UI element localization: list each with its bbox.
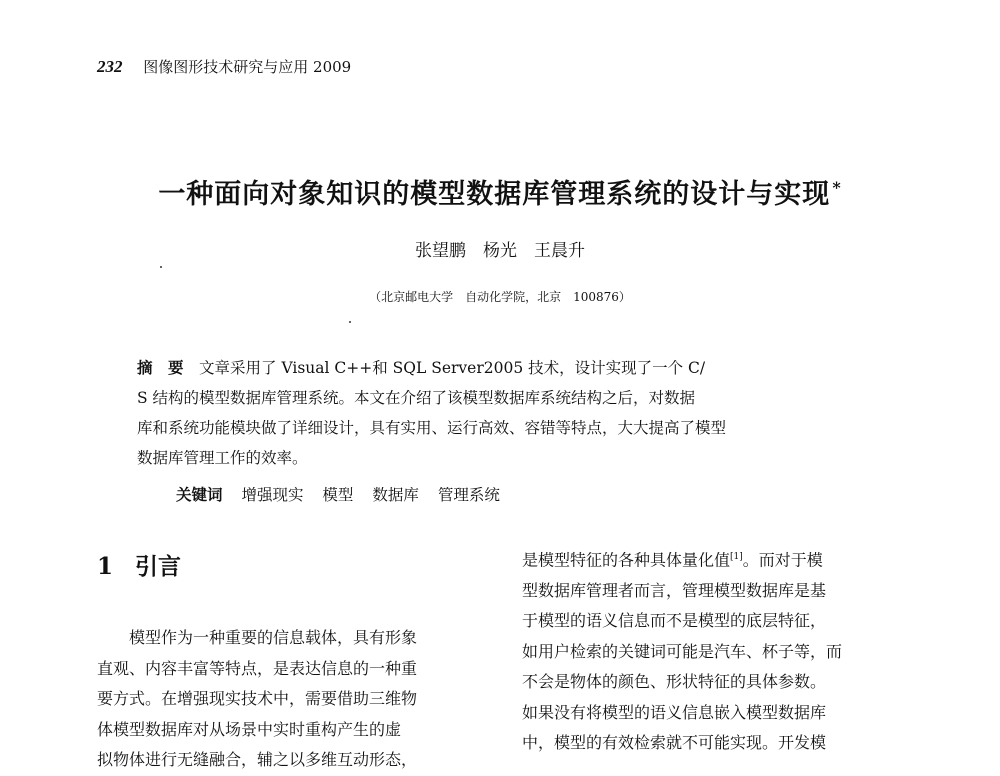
abstract-line: S 结构的模型数据库管理系统。本文在介绍了该模型数据库系统结构之后，对数据 — [137, 389, 696, 407]
body-line: 中，模型的有效检索就不可能实现。开发模 — [522, 733, 827, 753]
section-number: 1 — [97, 553, 114, 580]
title-text: 一种面向对象知识的模型数据库管理系统的设计与实现 — [158, 179, 831, 210]
right-column — [522, 542, 907, 759]
body-line: 模型作为一种重要的信息载体，具有形象 — [129, 628, 418, 647]
section-heading — [97, 548, 181, 581]
keywords — [176, 483, 500, 505]
authors: 张望鹏 杨光 王晨升 — [415, 241, 585, 261]
abstract-line — [137, 353, 867, 383]
running-head — [97, 56, 351, 77]
body-line: 于模型的语义信息而不是模型的底层特征， — [522, 611, 827, 631]
keyword: 模型 — [322, 486, 354, 504]
body-line: 体模型数据库对从场景中实时重构产生的虚 — [97, 719, 402, 739]
paper-title — [0, 172, 1000, 211]
abstract — [137, 353, 867, 473]
keyword: 管理系统 — [437, 486, 500, 504]
scan-speck — [160, 266, 162, 268]
affiliation: （北京邮电大学 自动化学院，北京 100876） — [369, 290, 631, 304]
body-text: 是模型特征的各种具体量化值 — [522, 550, 731, 570]
body-text: 。而对于模 — [742, 550, 823, 570]
body-line: 直观、内容丰富等特点，是表达信息的一种重 — [97, 658, 418, 678]
journal-name: 图像图形技术研究与应用 2009 — [143, 58, 352, 76]
body-line: 如用户检索的关键词可能是汽车、杯子等，而 — [522, 641, 843, 661]
left-column — [97, 623, 482, 776]
page-number: 232 — [97, 57, 123, 76]
body-line — [522, 542, 907, 576]
scan-speck — [349, 321, 351, 323]
abstract-label: 摘 要 — [137, 359, 184, 377]
keyword: 数据库 — [372, 486, 419, 504]
body-line: 不会是物体的颜色、形状特征的具体参数。 — [522, 672, 827, 692]
abstract-line: 库和系统功能模块做了详细设计，具有实用、运行高效、容错等特点，大大提高了模型 — [137, 419, 727, 437]
keywords-label: 关键词 — [176, 486, 223, 504]
body-line: 如果没有将模型的语义信息嵌入模型数据库 — [522, 702, 827, 722]
title-footnote-mark: * — [832, 178, 842, 197]
body-line: 型数据库管理者而言，管理模型数据库是基 — [522, 580, 827, 600]
abstract-text: 文章采用了 Visual C++和 SQL Server2005 技术，设计实现了一个 C/ — [199, 359, 706, 377]
section-title: 引言 — [135, 553, 182, 580]
abstract-line: 数据库管理工作的效率。 — [137, 449, 308, 467]
body-line: 拟物体进行无缝融合，辅之以多维互动形态， — [97, 750, 418, 769]
citation: [1] — [730, 552, 743, 562]
keyword: 增强现实 — [241, 486, 304, 504]
body-line: 要方式。在增强现实技术中，需要借助三维物 — [97, 689, 418, 708]
